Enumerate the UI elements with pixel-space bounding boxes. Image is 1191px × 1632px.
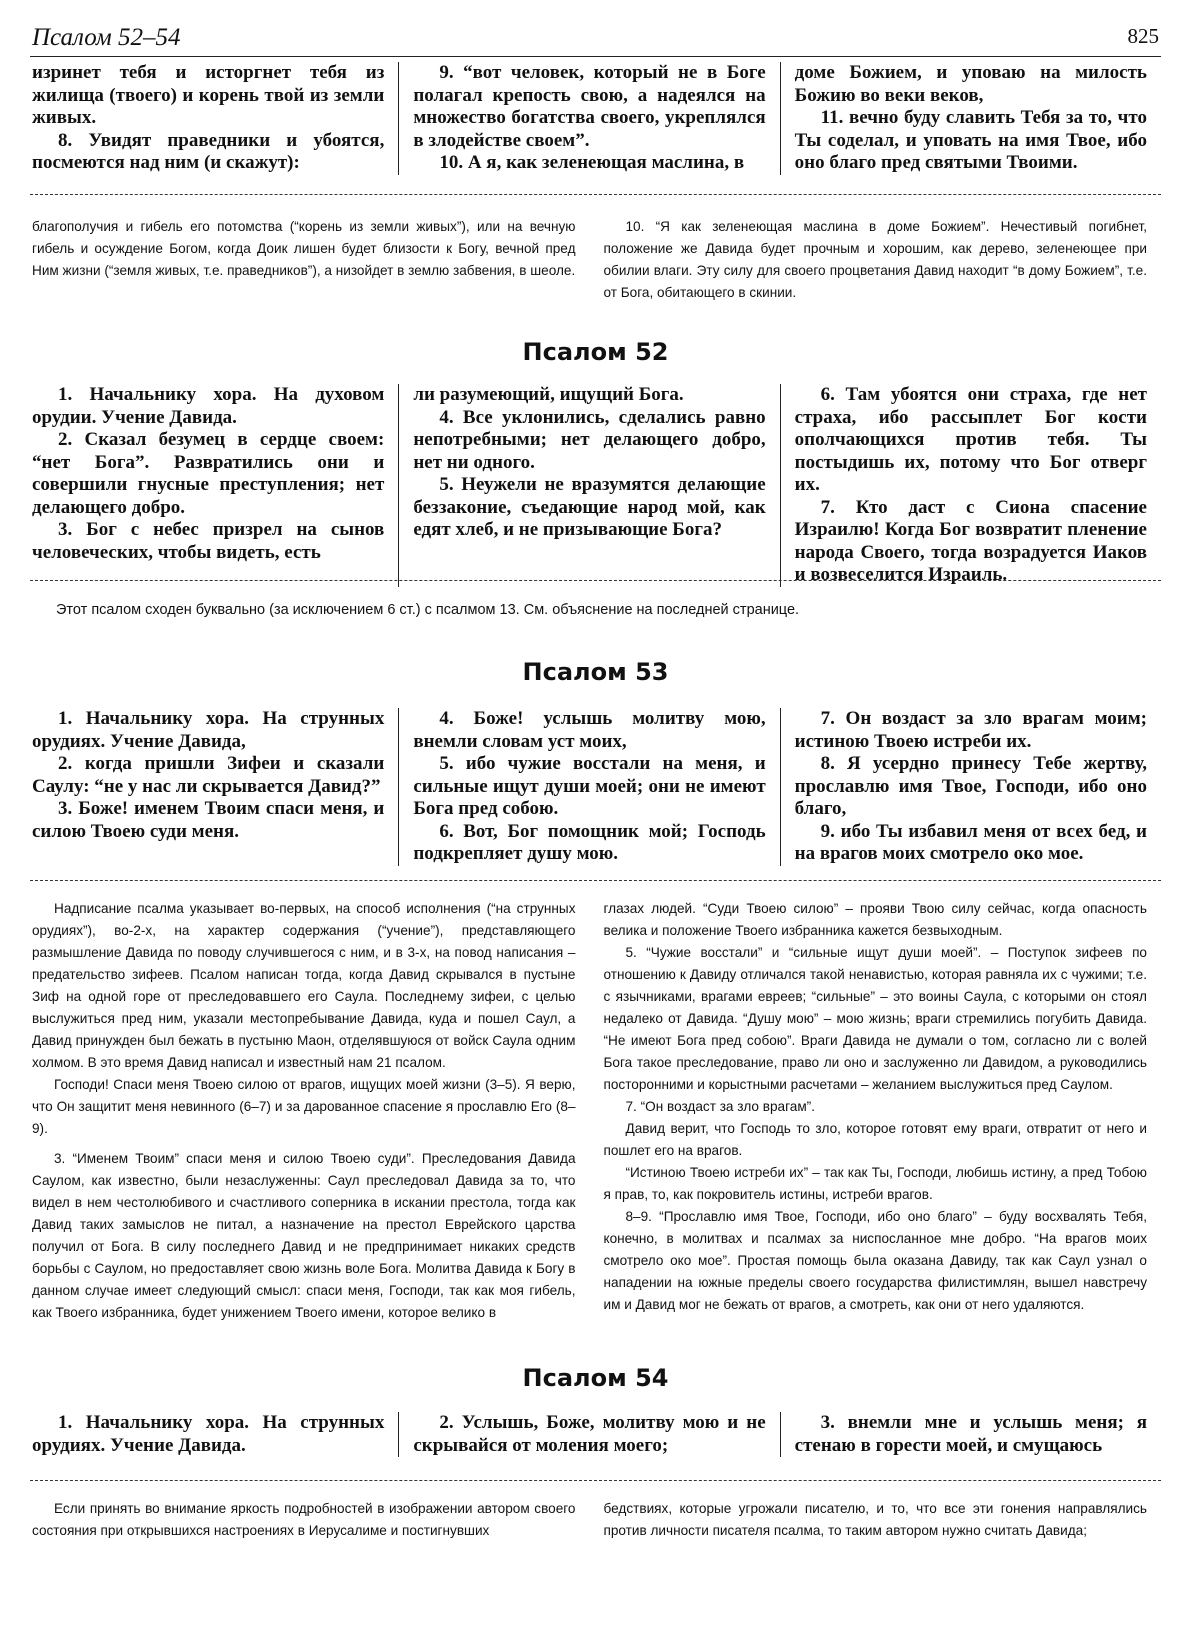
verse-column-3 [780, 384, 1161, 587]
verse: 1. Начальнику хора. На духовом орудии. Учение Давида. [32, 384, 385, 428]
psalm-53-commentary [18, 898, 1161, 1324]
verse: 4. Все уклонились, сделались равно непотребными; нет делающего добро, нет ни одного. [413, 406, 766, 473]
verse: 6. Там убоятся они страха, где нет страха, ибо рассыплет Бог кости ополчающихся против тебя. Ты постыдишь их, потому что Бог отверг их. [794, 384, 1147, 495]
verse-column-3 [780, 1412, 1161, 1457]
commentary-paragraph: Надписание псалма указывает во-первых, на способ исполнения (“на струнных орудиях”), во-2-х, на характер содержания (“учение”), представляющего размышление Давида по поводу случившегося с ним, и в 3-х, на повод написания – предательство зифеев. Псалом написан тогда, когда Давид скрывался в пустыне Зиф на одной горе от преследовавшего его Саула. Последнему зифеи, с целью выслужиться пред ним, указали местопребывание Давида, куда и пошел Саул, а Давид принужден был бежать в пустыню Маон, отделявшуюся от войск Саула одним холмом. В это время Давид написал и известный нам 21 псалом. [32, 901, 576, 1070]
divider-rule [30, 1480, 1161, 1481]
verse-column-2 [398, 62, 779, 175]
verse: 5. Неужели не вразумятся делающие беззаконие, съедающие народ мой, как едят хлеб, и не призывающие Бога? [413, 474, 766, 540]
verse: 9. “вот человек, который не в Боге полагал крепость свою, а надеялся на множество богатства своего, укреплялся в злодействе своем”. [413, 62, 766, 151]
verse: 7. Кто даст с Сиона спасение Израилю! Когда Бог возвратит пленение народа Своего, тогда возрадуется Иаков и возвеселится Израиль. [794, 496, 1147, 585]
verse: 3. Бог с небес призрел на сынов человеческих, чтобы видеть, есть [32, 519, 385, 563]
psalm-54-title: Псалом 54 [522, 1364, 669, 1392]
psalm-53-verses [18, 708, 1161, 866]
verse: 7. Он воздаст за зло врагам моим; истиною Твоею истреби их. [794, 708, 1147, 752]
psalm-52-verses [18, 384, 1161, 587]
commentary-column-1 [18, 1498, 590, 1542]
commentary-paragraph: благополучия и гибель его потомства (“корень из земли живых”), или на вечную гибель и осуждение Богом, когда Доик лишен будет близости к Богу, вечной пред Ним жизни (“земля живых, т.е. праведников”), а низойдет в землю забвения, в шеоле. [32, 219, 576, 278]
psalm-54-commentary [18, 1498, 1161, 1542]
divider-rule [30, 194, 1161, 195]
verse-column-2 [398, 708, 779, 866]
psalm-54-verses [18, 1412, 1161, 1457]
running-title: Псалом 52–54 [32, 24, 181, 51]
verse: 11. вечно буду славить Тебя за то, что Ты соделал, и уповать на имя Твое, ибо оно благо пред святыми Твоими. [794, 107, 1147, 173]
psalm-52-note: Этот псалом сходен буквально (за исключением 6 ст.) с псалмом 13. См. объяснение на последней странице. [56, 602, 800, 618]
commentary-paragraph: 3. “Именем Твоим” спаси меня и силою Твоею суди”. Преследования Давида Саулом, как известно, были незаслуженны: Саул преследовал Давида за то, что видел в нем честолюбивого и счастливого соперника в искании престола, тогда как Давид таких замыслов не питал, а назначение на престол Еврейского царства получил от Бога. В силу последнего Давид и не предпринимает никаких средств борьбы с Саулом, но предоставляет свою жизнь воле Бога. Молитва Давида к Богу в данном случае имеет следующий смысл: спаси меня, Господи, так как моя гибель, как Твоего избранника, будет унижением Твоего имени, которое велико в [32, 1151, 576, 1320]
commentary-column-1 [18, 898, 590, 1324]
divider-rule [30, 880, 1161, 881]
commentary-column-2 [590, 216, 1162, 304]
top-commentary [18, 216, 1161, 304]
verse: 8. Увидят праведники и убоятся, посмеются над ним (и скажут): [32, 129, 385, 173]
verse: 4. Боже! услышь молитву мою, внемли словам уст моих, [413, 708, 766, 752]
commentary-paragraph: Господи! Спаси меня Твоею силою от врагов, ищущих моей жизни (3–5). Я верю, что Он защитит меня невинного (6–7) и за дарованное спасение я прославлю Его (8–9). [32, 1077, 576, 1136]
commentary-paragraph: глазах людей. “Суди Твоею силою” – прояви Твою силу сейчас, когда опасность велика и положение Твоего избранника кажется безвыходным. [603, 901, 1147, 938]
commentary-paragraph: “Истиною Твоею истреби их” – так как Ты, Господи, любишь истину, а пред Тобою я прав, то, как покровитель истины, истреби врагов. [603, 1165, 1147, 1202]
commentary-paragraph: бедствиях, которые угрожали писателю, и то, что все эти гонения направлялись против личности писателя псалма, то таким автором нужно считать Давида; [603, 1501, 1147, 1538]
verse: 5. ибо чужие восстали на меня, и сильные ищут души моей; они не имеют Бога пред собою. [413, 753, 766, 819]
verse-column-3 [780, 708, 1161, 866]
verse: 3. внемли мне и услышь меня; я стенаю в горести моей, и смущаюсь [794, 1412, 1147, 1456]
verse: 2. когда пришли Зифеи и сказали Саулу: “не у нас ли скрывается Давид?” [32, 753, 385, 797]
verse: 3. Боже! именем Твоим спаси меня, и силою Твоею суди меня. [32, 798, 385, 842]
page-header [30, 20, 1161, 57]
commentary-paragraph: 8–9. “Прославлю имя Твое, Господи, ибо оно благо” – буду восхвалять Тебя, конечно, в молитвах и псалмах за ниспосланное мне добро. “На врагов моих смотрело око мое”. Простая помощь была оказана Давиду, так как Саул узнал о нападении на южные пределы своего государства филистимлян, вышел навстречу им и Давид мог не бежать от врагов, а смотреть, как они от него удаляются. [603, 1209, 1147, 1312]
commentary-column-1 [18, 216, 590, 304]
verse: ли разумеющий, ищущий Бога. [413, 384, 684, 405]
verse: 6. Вот, Бог помощник мой; Господь подкрепляет душу мою. [413, 820, 766, 864]
verse-column-3 [780, 62, 1161, 175]
psalm-52-title: Псалом 52 [522, 338, 669, 366]
verse-column-1 [18, 1412, 398, 1457]
divider-rule [30, 580, 1161, 581]
verse: доме Божием, и уповаю на милость Божию во веки веков, [794, 62, 1147, 106]
commentary-paragraph: Давид верит, что Господь то зло, которое готовят ему враги, отвратит от него и пошлет его на врагов. [603, 1121, 1147, 1158]
verse-column-2 [398, 1412, 779, 1457]
commentary-column-2 [590, 898, 1162, 1324]
page-number: 825 [1127, 24, 1159, 48]
verse-column-1 [18, 708, 398, 866]
verse: 10. А я, как зеленеющая маслина, в [439, 152, 745, 173]
verse: 1. Начальнику хора. На струнных орудиях. Учение Давида. [32, 1412, 385, 1456]
verse: изринет тебя и исторгнет тебя из жилища (твоего) и корень твой из земли живых. [32, 62, 385, 128]
verse: 2. Сказал безумец в сердце своем: “нет Бога”. Развратились они и совершили гнусные преступления; нет делающего добро. [32, 429, 385, 518]
top-verses [18, 62, 1161, 175]
commentary-paragraph: 7. “Он воздаст за зло врагам”. [625, 1099, 815, 1114]
verse-column-2 [398, 384, 779, 587]
verse: 2. Услышь, Боже, молитву мою и не скрывайся от моления моего; [413, 1412, 766, 1456]
verse: 9. ибо Ты избавил меня от всех бед, и на врагов моих смотрело око мое. [794, 820, 1147, 864]
verse-column-1 [18, 62, 398, 175]
verse-column-1 [18, 384, 398, 587]
verse: 8. Я усердно принесу Тебе жертву, прославлю имя Твое, Господи, ибо оно благо, [794, 753, 1147, 819]
commentary-paragraph: Если принять во внимание яркость подробностей в изображении автором своего состояния при открывшихся настроениях в Иерусалиме и постигнувших [32, 1501, 576, 1538]
psalm-53-title: Псалом 53 [522, 658, 669, 686]
commentary-column-2 [590, 1498, 1162, 1542]
commentary-paragraph: 10. “Я как зеленеющая маслина в доме Божием”. Нечестивый погибнет, положение же Давида будет прочным и хорошим, как дерево, зеленеющее при обилии влаги. Эту силу для своего процветания Давид находит “в дому Божием”, т.е. от Бога, обитающего в скинии. [603, 219, 1147, 300]
verse: 1. Начальнику хора. На струнных орудиях. Учение Давида, [32, 708, 385, 752]
commentary-paragraph: 5. “Чужие восстали” и “сильные ищут души моей”. – Поступок зифеев по отношению к Давиду отличался такой ненавистью, которая равняла их с чужими; т.е. с язычниками, врагами евреев; “сильные” – это воины Саула, с которыми он стоял недалеко от Давида. “Душу мою” – мою жизнь; враги стремились погубить Давида. “Не имеют Бога пред собою”. Враги Давида не думали о том, согласно ли с волей Бога такое преследование, право ли оно и заслуженно ли Давидом, а руководились посторонними и корыстными расчетами – желанием выслужиться пред Саулом. [603, 945, 1147, 1092]
